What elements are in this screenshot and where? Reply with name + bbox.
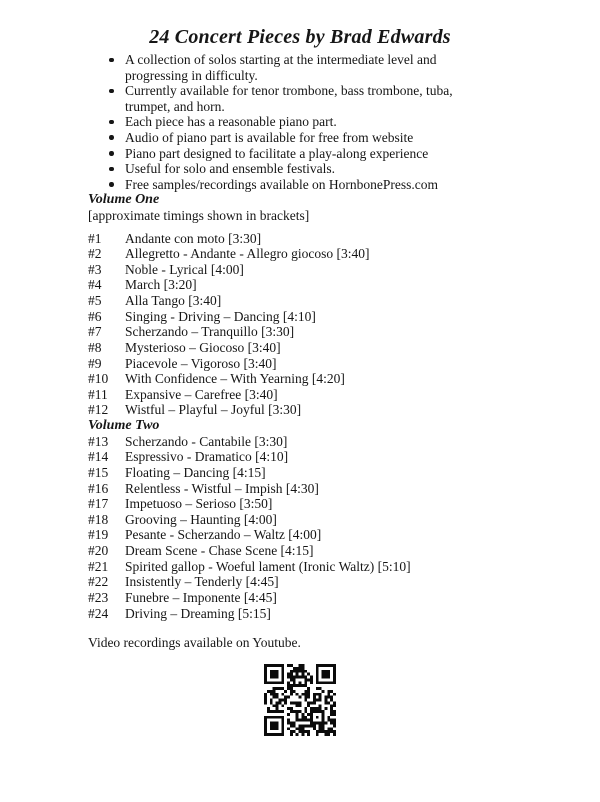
piece-number: #22 (88, 574, 109, 590)
piece-row (88, 574, 600, 590)
piece-number: #19 (88, 527, 109, 543)
piece-title: Impetuoso – Serioso [3:50] (125, 496, 273, 512)
piece-number: #21 (88, 558, 109, 574)
piece-number: #24 (88, 605, 109, 621)
bullet-item (108, 114, 493, 130)
bullet-icon (109, 151, 114, 156)
piece-row (88, 527, 600, 543)
piece-row (88, 262, 600, 278)
piece-title: Noble - Lyrical [4:00] (125, 261, 244, 277)
piece-number: #14 (88, 449, 109, 465)
piece-number: #8 (88, 339, 102, 355)
bullet-text: A collection of solos starting at the intermediate level and progressing in difficulty. (125, 52, 437, 83)
piece-row (88, 356, 600, 372)
piece-row (88, 465, 600, 481)
piece-title: Pesante - Scherzando – Waltz [4:00] (125, 527, 322, 543)
piece-number: #12 (88, 402, 109, 418)
footer-note: Video recordings available on Youtube. (88, 635, 301, 651)
piece-row (88, 231, 600, 247)
piece-title: Dream Scene - Chase Scene [4:15] (125, 543, 314, 558)
piece-number: #17 (88, 496, 109, 512)
piece-row (88, 402, 600, 418)
bullet-icon (109, 89, 114, 94)
bullet-item (108, 161, 493, 177)
timings-note: [approximate timings shown in brackets] (88, 207, 310, 223)
bullet-icon (109, 58, 114, 63)
piece-row (88, 387, 600, 403)
piece-row (88, 559, 600, 575)
bullet-text: Free samples/recordings available on HornbonePress.com (125, 176, 439, 192)
piece-title: Alla Tango [3:40] (125, 293, 222, 309)
volume-two-list (88, 434, 600, 622)
volume-one-heading: Volume One (88, 192, 160, 208)
piece-row (88, 512, 600, 528)
piece-row (88, 340, 600, 356)
bullet-item (108, 83, 493, 114)
piece-title: Relentless - Wistful – Impish [4:30] (125, 480, 319, 496)
bullet-icon (109, 120, 114, 125)
volume-one-list (88, 231, 600, 419)
piece-number: #23 (88, 589, 109, 605)
piece-number: #20 (88, 543, 109, 558)
bullet-item (108, 130, 493, 146)
document-page (0, 26, 600, 741)
piece-number: #3 (88, 261, 102, 277)
piece-title: With Confidence – With Yearning [4:20] (125, 371, 345, 387)
piece-number: #5 (88, 293, 102, 309)
piece-title: Andante con moto [3:30] (125, 230, 262, 246)
piece-row (88, 277, 600, 293)
piece-title: Piacevole – Vigoroso [3:40] (125, 355, 277, 371)
bullet-item (108, 177, 493, 193)
bullet-text: Useful for solo and ensemble festivals. (125, 161, 335, 177)
qr-code-container (0, 664, 600, 741)
piece-number: #16 (88, 480, 109, 496)
piece-row (88, 496, 600, 512)
bullet-text: Audio of piano part is available for free from website (125, 129, 414, 145)
piece-title: Insistently – Tenderly [4:45] (125, 574, 279, 590)
bullet-text: Piano part designed to facilitate a play-along experience (125, 145, 429, 161)
bullet-item (108, 146, 493, 162)
piece-title: Floating – Dancing [4:15] (125, 464, 266, 480)
piece-number: #11 (88, 386, 108, 402)
piece-row (88, 293, 600, 309)
piece-title: Spirited gallop - Woeful lament (Ironic Waltz) [5:10] (125, 558, 411, 574)
piece-number: #1 (88, 230, 102, 246)
piece-title: Expansive – Carefree [3:40] (125, 386, 278, 402)
piece-title: March [3:20] (125, 277, 197, 293)
bullet-list (0, 52, 600, 192)
piece-title: Singing - Driving – Dancing [4:10] (125, 308, 316, 324)
piece-number: #4 (88, 277, 102, 293)
bullet-text: Currently available for tenor trombone, bass trombone, tuba, trumpet, and horn. (125, 83, 453, 114)
piece-number: #15 (88, 464, 109, 480)
piece-number: #7 (88, 324, 102, 340)
bullet-icon (109, 182, 114, 187)
piece-row (88, 590, 600, 606)
piece-title: Wistful – Playful – Joyful [3:30] (125, 402, 302, 418)
page-title: 24 Concert Pieces by Brad Edwards (149, 26, 451, 48)
piece-number: #18 (88, 511, 109, 527)
piece-row (88, 543, 600, 559)
bullet-icon (109, 167, 114, 172)
piece-number: #2 (88, 246, 102, 262)
piece-number: #6 (88, 308, 102, 324)
piece-title: Allegretto - Andante - Allegro giocoso [3:40] (125, 246, 370, 262)
piece-row (88, 246, 600, 262)
volume-two-heading: Volume Two (88, 418, 160, 434)
piece-number: #9 (88, 355, 102, 371)
piece-row (88, 371, 600, 387)
piece-number: #13 (88, 433, 109, 449)
piece-row (88, 434, 600, 450)
piece-title: Driving – Dreaming [5:15] (125, 605, 271, 621)
piece-title: Scherzando – Tranquillo [3:30] (125, 324, 295, 340)
piece-row (88, 309, 600, 325)
qr-code (264, 664, 336, 736)
piece-title: Espressivo - Dramatico [4:10] (125, 449, 289, 465)
bullet-icon (109, 135, 114, 140)
piece-title: Funebre – Imponente [4:45] (125, 589, 277, 605)
piece-row (88, 449, 600, 465)
bullet-item (108, 52, 493, 83)
piece-row (88, 606, 600, 622)
piece-row (88, 481, 600, 497)
bullet-text: Each piece has a reasonable piano part. (125, 114, 337, 130)
piece-title: Scherzando - Cantabile [3:30] (125, 433, 288, 449)
piece-row (88, 324, 600, 340)
piece-title: Grooving – Haunting [4:00] (125, 511, 277, 527)
piece-number: #10 (88, 371, 109, 387)
piece-title: Mysterioso – Giocoso [3:40] (125, 339, 281, 355)
